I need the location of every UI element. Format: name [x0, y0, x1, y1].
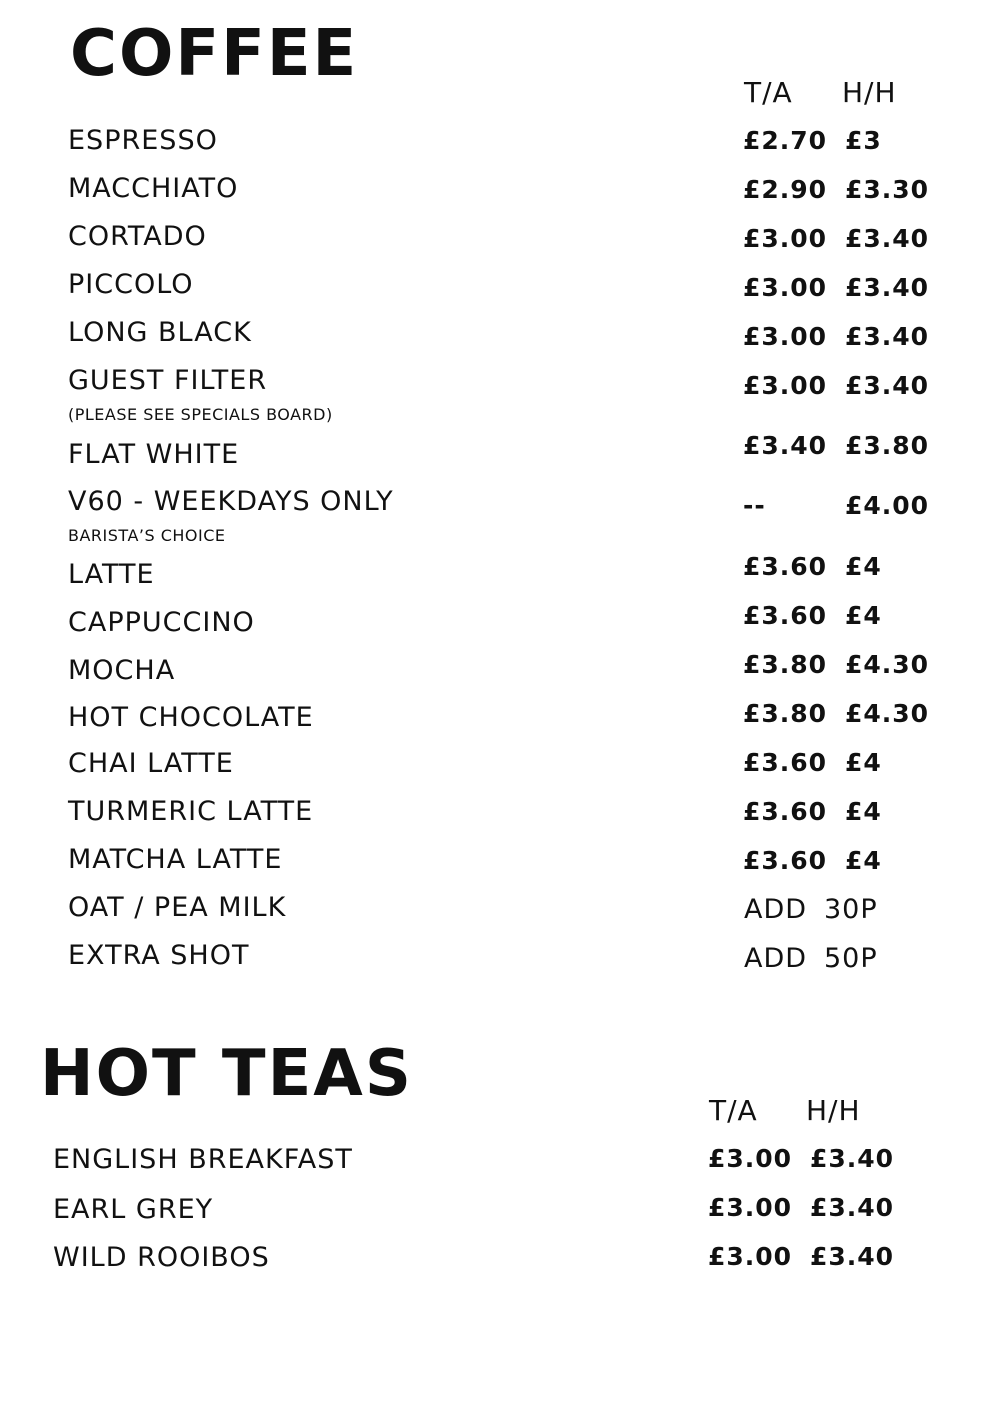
- menu-item-name: CHAI LATTE: [68, 748, 234, 779]
- menu-extra-price: 30P: [824, 894, 878, 925]
- menu-item-price-hh: £4: [845, 797, 882, 826]
- menu-item-name: LATTE: [68, 559, 155, 590]
- coffee-col-takeaway: T/A: [744, 76, 793, 109]
- menu-item-price-ta: £3.00: [708, 1242, 793, 1271]
- menu-item-price-hh: £4: [845, 846, 882, 875]
- menu-item-name: CAPPUCCINO: [68, 607, 255, 638]
- menu-item-price-hh: £4: [845, 601, 882, 630]
- menu-item-name: MACCHIATO: [68, 173, 239, 204]
- menu-item-price-ta: £3.60: [743, 846, 828, 875]
- menu-item-name: CORTADO: [68, 221, 207, 252]
- menu-item-price-hh: £3.40: [845, 224, 930, 253]
- menu-extra-price: 50P: [824, 943, 878, 974]
- teas-heading: HOT TEAS: [40, 1037, 413, 1111]
- menu-item-price-hh: £3: [845, 126, 882, 155]
- menu-item-name: ESPRESSO: [68, 125, 218, 156]
- menu-item-note: BARISTA’S CHOICE: [68, 526, 226, 545]
- menu-item-price-hh: £4.30: [845, 699, 930, 728]
- menu-item-name: ENGLISH BREAKFAST: [53, 1144, 353, 1175]
- menu-extra-name: OAT / PEA MILK: [68, 892, 287, 923]
- menu-item-price-ta: £2.70: [743, 126, 828, 155]
- menu-item-price-hh: £3.80: [845, 431, 930, 460]
- menu-item-price-ta: £3.00: [743, 322, 828, 351]
- menu-item-name: WILD ROOIBOS: [53, 1242, 270, 1273]
- menu-item-price-ta: £3.40: [743, 431, 828, 460]
- menu-item-name: HOT CHOCOLATE: [68, 702, 314, 733]
- menu-extra-name: EXTRA SHOT: [68, 940, 250, 971]
- menu-item-price-hh: £4.30: [845, 650, 930, 679]
- coffee-col-here: H/H: [842, 76, 897, 109]
- menu-item-price-ta: £3.00: [708, 1193, 793, 1222]
- teas-col-takeaway: T/A: [709, 1094, 758, 1127]
- menu-item-price-hh: £4.00: [845, 491, 930, 520]
- menu-item-price-ta: £3.00: [743, 273, 828, 302]
- teas-col-here: H/H: [806, 1094, 861, 1127]
- menu-item-price-hh: £3.30: [845, 175, 930, 204]
- menu-item-price-hh: £3.40: [810, 1144, 895, 1173]
- menu-item-name: V60 - WEEKDAYS ONLY: [68, 486, 394, 517]
- menu-item-name: FLAT WHITE: [68, 439, 240, 470]
- menu-item-name: LONG BLACK: [68, 317, 252, 348]
- menu-item-name: MOCHA: [68, 655, 176, 686]
- menu-item-price-ta: £3.80: [743, 699, 828, 728]
- menu-item-price-ta: £3.60: [743, 552, 828, 581]
- menu-item-price-hh: £3.40: [810, 1193, 895, 1222]
- coffee-heading: COFFEE: [70, 17, 359, 91]
- menu-item-price-ta: £3.00: [743, 224, 828, 253]
- menu-item-price-hh: £3.40: [810, 1242, 895, 1271]
- menu-item-note: (PLEASE SEE SPECIALS BOARD): [68, 405, 333, 424]
- menu-item-name: GUEST FILTER: [68, 365, 268, 396]
- menu-item-price-hh: £3.40: [845, 273, 930, 302]
- menu-item-price-ta: £3.00: [708, 1144, 793, 1173]
- menu-item-price-ta: £3.60: [743, 748, 828, 777]
- menu-item-price-hh: £4: [845, 748, 882, 777]
- menu-item-price-ta: --: [743, 491, 766, 520]
- menu-extra-label: ADD: [744, 943, 808, 974]
- menu-item-price-ta: £3.80: [743, 650, 828, 679]
- menu-extra-label: ADD: [744, 894, 808, 925]
- menu-item-price-hh: £4: [845, 552, 882, 581]
- menu-item-price-ta: £3.00: [743, 371, 828, 400]
- menu-item-name: MATCHA LATTE: [68, 844, 283, 875]
- menu-item-price-hh: £3.40: [845, 371, 930, 400]
- menu-item-price-ta: £3.60: [743, 601, 828, 630]
- menu-item-name: PICCOLO: [68, 269, 194, 300]
- menu-item-price-hh: £3.40: [845, 322, 930, 351]
- menu-item-price-ta: £2.90: [743, 175, 828, 204]
- menu-item-name: TURMERIC LATTE: [68, 796, 314, 827]
- menu-item-name: EARL GREY: [53, 1194, 214, 1225]
- menu-item-price-ta: £3.60: [743, 797, 828, 826]
